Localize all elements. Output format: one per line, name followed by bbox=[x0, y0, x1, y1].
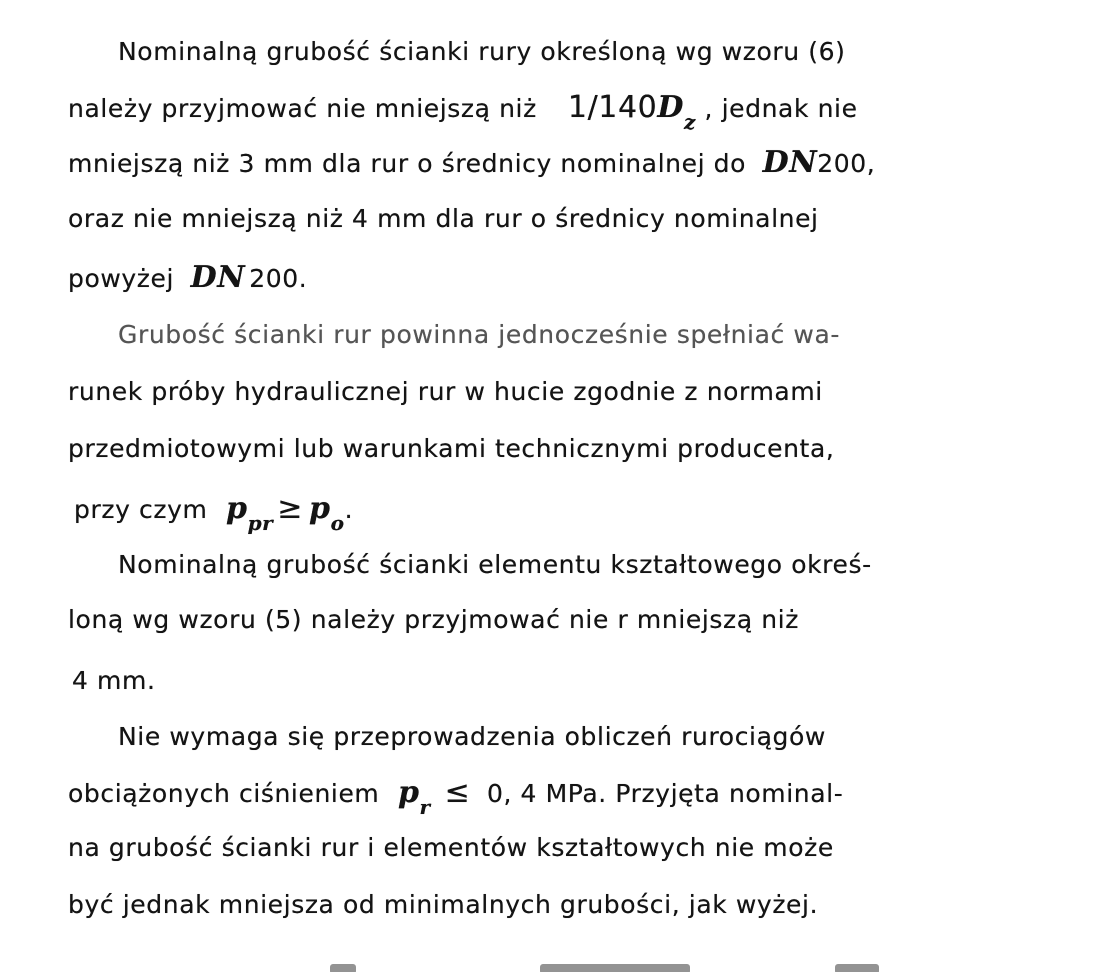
p1-line-2 bbox=[68, 90, 858, 134]
greater-equal-sign: ≥ bbox=[277, 491, 304, 526]
dn-symbol-1: DN bbox=[762, 145, 818, 180]
p3-line-3-text: 4 mm. bbox=[72, 666, 156, 695]
p2-line-4-text: przy czym bbox=[74, 495, 208, 524]
p0-subscript: o bbox=[330, 511, 345, 535]
p2-line-1-text: Grubość ścianki rur powinna jednocześnie spełniać wa- bbox=[118, 320, 840, 349]
p2-line-3 bbox=[68, 434, 834, 464]
less-equal-sign: ≤ bbox=[444, 775, 471, 810]
p3-line-3 bbox=[72, 666, 156, 696]
dn-number-2: 200. bbox=[249, 264, 308, 293]
p4-line-1-text: Nie wymaga się przeprowadzenia obliczeń rurociągów bbox=[118, 722, 826, 751]
p1-line-5-text: powyżej bbox=[68, 264, 175, 293]
p1-line-1-text: Nominalną grubość ścianki rury określoną wg wzoru (6) bbox=[118, 37, 846, 66]
p2-line-1 bbox=[118, 320, 840, 350]
p4-line-4 bbox=[68, 890, 818, 920]
p1-line-2-tail: , jednak nie bbox=[695, 94, 858, 123]
p4-line-3 bbox=[68, 833, 834, 863]
p2-end-dot: . bbox=[344, 495, 354, 524]
p4-line-3-text: na grubość ścianki rur i elementów kształtowych nie może bbox=[68, 833, 834, 862]
p1-line-4-text: oraz nie mniejszą niż 4 mm dla rur o średnicy nominalnej bbox=[68, 204, 819, 233]
p1-line-2-text: należy przyjmować nie mniejszą niż bbox=[68, 94, 537, 123]
p1-line-4 bbox=[68, 204, 819, 234]
p3-line-2 bbox=[68, 605, 799, 635]
p3-line-2-text: loną wg wzoru (5) należy przyjmować nie r mniejszą niż bbox=[68, 605, 799, 634]
dn-symbol-2: DN bbox=[190, 260, 246, 295]
p2-line-2 bbox=[68, 377, 823, 407]
pr-symbol: p bbox=[397, 775, 420, 810]
p1-line-3-text: mniejszą niż 3 mm dla rur o średnicy nominalnej do bbox=[68, 149, 747, 178]
p3-line-1 bbox=[118, 550, 872, 580]
p1-line-5 bbox=[68, 260, 308, 295]
p1-line-3 bbox=[68, 145, 876, 180]
p4-line-2 bbox=[68, 775, 844, 819]
p1-line-1 bbox=[118, 37, 845, 67]
p4-line-2-text: obciążonych ciśnieniem bbox=[68, 779, 380, 808]
ppr-symbol: p bbox=[225, 491, 248, 526]
ppr-subscript: pr bbox=[247, 511, 274, 535]
dz-symbol: D bbox=[657, 90, 684, 125]
dn-number-1: 200, bbox=[817, 149, 876, 178]
p4-line-4-text: być jednak mniejsza od minimalnych grubości, jak wyżej. bbox=[68, 890, 819, 919]
ratio-value: 1/140 bbox=[567, 90, 658, 125]
p0-symbol: p bbox=[309, 491, 331, 526]
p2-line-3-text: przedmiotowymi lub warunkami technicznymi producenta, bbox=[68, 434, 835, 463]
p3-line-1-text: Nominalną grubość ścianki elementu kształtowego okreś- bbox=[118, 550, 872, 579]
p2-line-2-text: runek próby hydraulicznej rur w hucie zgodnie z normami bbox=[68, 377, 823, 406]
cutoff-text-fragment bbox=[330, 958, 890, 972]
p4-line-2-tail: 0, 4 MPa. Przyjęta nominal- bbox=[486, 779, 844, 808]
p2-line-4 bbox=[74, 491, 354, 535]
dz-subscript: z bbox=[683, 110, 696, 134]
pr-subscript: r bbox=[419, 795, 431, 819]
p4-line-1 bbox=[118, 722, 826, 752]
